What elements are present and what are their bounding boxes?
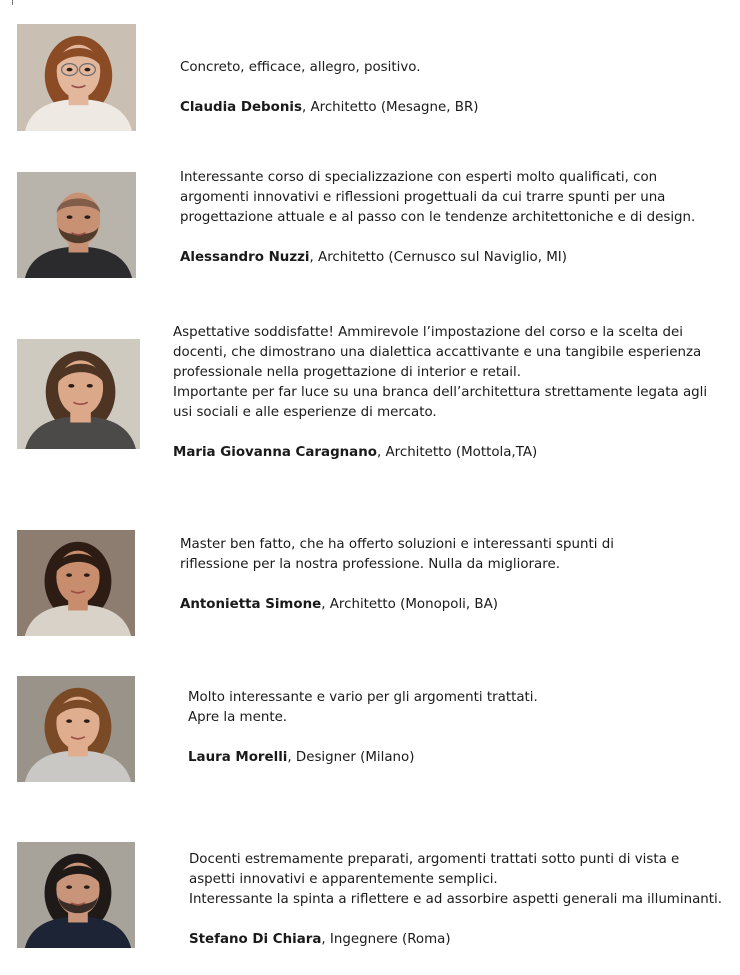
author-name: Antonietta Simone <box>180 597 322 612</box>
quote-line: aspetti innovativi e apparentemente semplici. <box>189 872 498 887</box>
testimonial <box>180 58 478 118</box>
quote-line: Docenti estremamente preparati, argomenti trattati sotto punti di vista e <box>189 852 680 867</box>
quote-line: professionale nella progettazione di interior e retail. <box>173 365 521 380</box>
testimonial <box>173 323 707 463</box>
portrait-photo <box>17 339 140 449</box>
portrait-photo <box>17 172 136 278</box>
quote-line: Molto interessante e vario per gli argomenti trattati. <box>188 690 538 705</box>
quote-line: Interessante corso di specializzazione con esperti molto qualificati, con <box>180 170 658 185</box>
author-role: , Architetto (Mottola,TA) <box>376 445 538 460</box>
testimonial <box>180 535 614 615</box>
quote-line: usi sociali e alle esperienze di mercato. <box>173 405 437 420</box>
testimonial <box>188 688 538 768</box>
portrait-photo <box>17 530 135 636</box>
portrait-illustration <box>17 172 136 278</box>
portrait-photo <box>17 676 135 782</box>
quote-line: Interessante la spinta a riflettere e ad assorbire aspetti generali ma illuminanti. <box>189 892 722 907</box>
signature <box>180 248 695 268</box>
signature <box>173 443 707 463</box>
quote-line: Concreto, efficace, allegro, positivo. <box>180 60 421 75</box>
author-role: , Ingegnere (Roma) <box>321 932 451 947</box>
portrait-photo <box>17 842 135 948</box>
author-name: Maria Giovanna Caragnano <box>173 445 377 460</box>
author-role: , Architetto (Cernusco sul Naviglio, MI) <box>309 250 567 265</box>
author-name: Stefano Di Chiara <box>189 932 322 947</box>
author-name: Alessandro Nuzzi <box>180 250 310 265</box>
quote-line: progettazione attuale e al passo con le tendenze architettoniche e di design. <box>180 210 696 225</box>
author-role: , Designer (Milano) <box>287 750 415 765</box>
author-name: Laura Morelli <box>188 750 288 765</box>
portrait-photo <box>17 24 136 131</box>
author-name: Claudia Debonis <box>180 100 302 115</box>
signature <box>180 98 478 118</box>
quote-line: argomenti innovativi e riflessioni progettuali da cui trarre spunti per una <box>180 190 666 205</box>
portrait-illustration <box>17 24 136 131</box>
quote-line: docenti, che dimostrano una dialettica accattivante e una tangibile esperienza <box>173 345 702 360</box>
signature <box>180 595 614 615</box>
portrait-illustration <box>17 676 135 782</box>
quote-line: Aspettative soddisfatte! Ammirevole l’impostazione del corso e la scelta dei <box>173 325 684 340</box>
portrait-illustration <box>17 530 135 636</box>
portrait-illustration <box>17 842 135 948</box>
quote-line: Apre la mente. <box>188 710 288 725</box>
portrait-illustration <box>17 339 140 449</box>
signature <box>188 748 538 768</box>
signature <box>189 930 722 950</box>
author-role: , Architetto (Monopoli, BA) <box>321 597 498 612</box>
quote-line: Importante per far luce su una branca dell’architettura strettamente legata agli <box>173 385 708 400</box>
testimonial <box>180 168 695 268</box>
author-role: , Architetto (Mesagne, BR) <box>301 100 479 115</box>
quote-line: riflessione per la nostra professione. Nulla da migliorare. <box>180 557 560 572</box>
corner-mark <box>12 0 13 5</box>
quote-line: Master ben fatto, che ha offerto soluzioni e interessanti spunti di <box>180 537 614 552</box>
testimonial <box>189 850 722 950</box>
